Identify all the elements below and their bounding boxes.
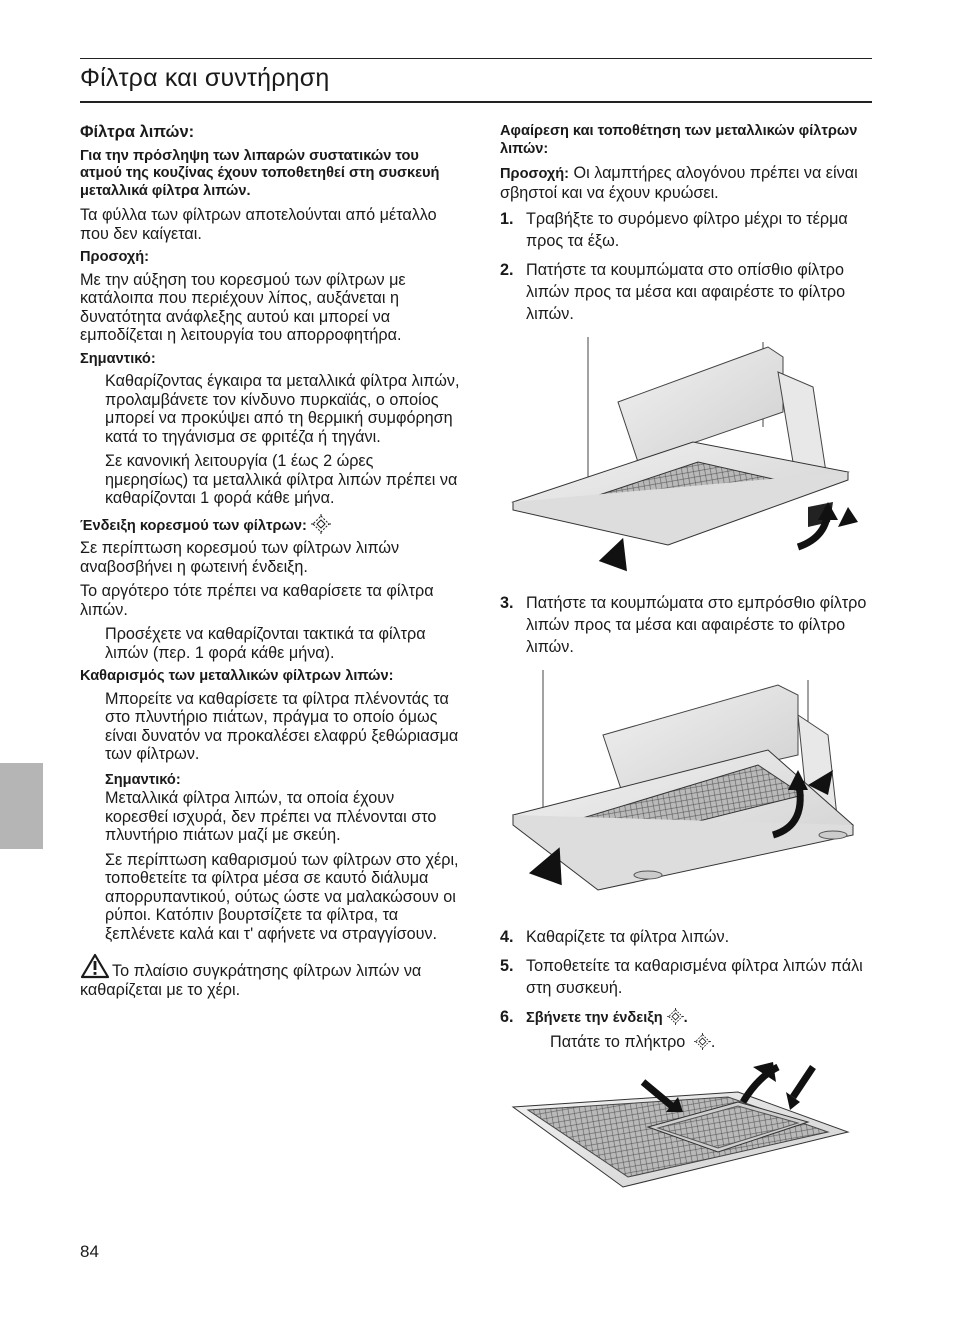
important-text-2: Σε κανονική λειτουργία (1 έως 2 ώρες ημερησίως) τα μεταλλικά φίλτρα λιπών πρέπει να καθαρίζονται 1 φορά κάθε μήνα.	[105, 452, 458, 507]
header-rule-bottom	[80, 101, 872, 103]
step-item: 2. Πατήστε τα κουμπώματα στο οπίσθιο φίλτρο λιπών προς τα μέσα και αφαιρέστε το φίλτρο λιπών.	[500, 261, 846, 323]
cleaning-important-text: Μεταλλικά φίλτρα λιπών, τα οποία έχουν κορεσθεί ισχυρά, δεν πρέπει να πλένονται στο πλυντήριο πιάτων μαζί με σκεύη.	[105, 789, 437, 844]
grease-filters-heading: Φίλτρα λιπών:	[80, 123, 195, 141]
page-number: 84	[80, 1242, 99, 1261]
important-label: Σημαντικό:	[80, 350, 156, 367]
header-rule-top	[80, 58, 872, 59]
caution-label: Προσοχή:	[80, 249, 150, 265]
warning-text: Το πλαίσιο συγκράτησης φίλτρων λιπών να καθαρίζεται με το χέρι.	[80, 962, 422, 999]
step6-sub: Πατάτε το πλήκτρο .	[550, 1033, 716, 1051]
caution-text: Με την αύξηση του κορεσμού των φίλτρων με κατάλοιπα που περιέχουν λίπος, αυξάνεται η δυνατότητα ανάφλεξης αυτού και μπορεί να εμποδίζεται η λειτουργία του απορροφητήρα.	[80, 270, 406, 344]
intro-text: Τα φύλλα των φίλτρων αποτελούνται από μέταλλο που δεν καίγεται.	[80, 206, 437, 243]
removal-heading: Αφαίρεση και τοποθέτηση των μεταλλικών φίλτρων λιπών:	[500, 123, 858, 157]
step-item: 4. Καθαρίζετε τα φίλτρα λιπών.	[500, 928, 730, 946]
cleaning-text-2: Σε περίπτωση καθαρισμού των φίλτρων στο χέρι, τοποθετείτε τα φίλτρα μέσα σε καυτό διάλυμα απορρυπαντικού, ούτως ώστε να μαλακώσουν οι ρύποι. Κατόπιν βουρτσίζετε τα φίλτρα, τα ξεπλένετε καλά και τ' αφήνετε να στραγγίσουν.	[105, 850, 459, 943]
right-caution: Προσοχή: Οι λαμπτήρες αλογόνου πρέπει να είναι σβηστοί και να έχουν κρυώσει.	[500, 164, 858, 202]
steps-list-c	[500, 926, 875, 1028]
saturation-text-2: Το αργότερο τότε πρέπει να καθαρίσετε τα φίλτρα λιπών.	[80, 582, 434, 619]
steps-list-b	[500, 592, 875, 658]
figure-rear-filter-removal	[508, 332, 868, 582]
figure-filter-reinsertion	[508, 1062, 868, 1192]
warning-triangle-icon	[80, 953, 110, 979]
saturation-indicator-label	[80, 514, 460, 536]
cleaning-important-label: Σημαντικό:	[105, 771, 181, 788]
cleaning-text-1: Μπορείτε να καθαρίσετε τα φίλτρα πλένοντάς τα στο πλυντήριο πιάτων, πράγμα το οποίο όμως είναι δυνατόν να προκαλέσει ελαφρύ ξεθώριασμα των φίλτρων.	[105, 689, 459, 763]
chapter-tab	[0, 763, 43, 849]
step-item: 6. Σβήνετε την ένδειξη .	[500, 1008, 688, 1026]
figure-front-filter-removal	[508, 665, 868, 920]
cleaning-label: Καθαρισμός των μεταλλικών φίλτρων λιπών:	[80, 668, 394, 684]
filter-saturation-icon	[311, 514, 331, 534]
left-column	[80, 123, 460, 1005]
step-item: 5. Τοποθετείτε τα καθαρισμένα φίλτρα λιπών πάλι στη συσκευή.	[500, 957, 863, 997]
filter-saturation-icon	[667, 1008, 684, 1025]
intro-bold: Για την πρόσληψη των λιπαρών συστατικών του ατμού της κουζίνας έχουν τοποθετηθεί στη συσκευή μεταλλικά φίλτρα λιπών.	[80, 147, 440, 199]
step-item: 3. Πατήστε τα κουμπώματα στο εμπρόσθιο φίλτρο λιπών προς τα μέσα και αφαιρέστε το φίλτρο λιπών.	[500, 594, 867, 656]
saturation-text-3: Προσέχετε να καθαρίζονται τακτικά τα φίλτρα λιπών (περ. 1 φορά κάθε μήνα).	[105, 625, 426, 662]
page-title: Φίλτρα και συντήρηση	[80, 64, 330, 92]
right-column	[500, 123, 875, 1192]
step-item: 1. Τραβήξτε το συρόμενο φίλτρο μέχρι το τέρμα προς τα έξω.	[500, 210, 848, 250]
warning-note	[80, 953, 460, 999]
saturation-text-1: Σε περίπτωση κορεσμού των φίλτρων λιπών αναβοσβήνει η φωτεινή ένδειξη.	[80, 539, 400, 576]
filter-saturation-icon	[694, 1033, 711, 1050]
saturation-label-text: Ένδειξη κορεσμού των φίλτρων:	[80, 517, 307, 534]
steps-list-a	[500, 208, 875, 325]
important-text-1: Καθαρίζοντας έγκαιρα τα μεταλλικά φίλτρα λιπών, προλαμβάνετε τον κίνδυνο πυρκαϊάς, ο οποίος μπορεί να προκύψει από τη θερμική συμφόρηση κατά το τηγάνισμα σε φριτέζα ή τηγάνι.	[105, 372, 460, 446]
